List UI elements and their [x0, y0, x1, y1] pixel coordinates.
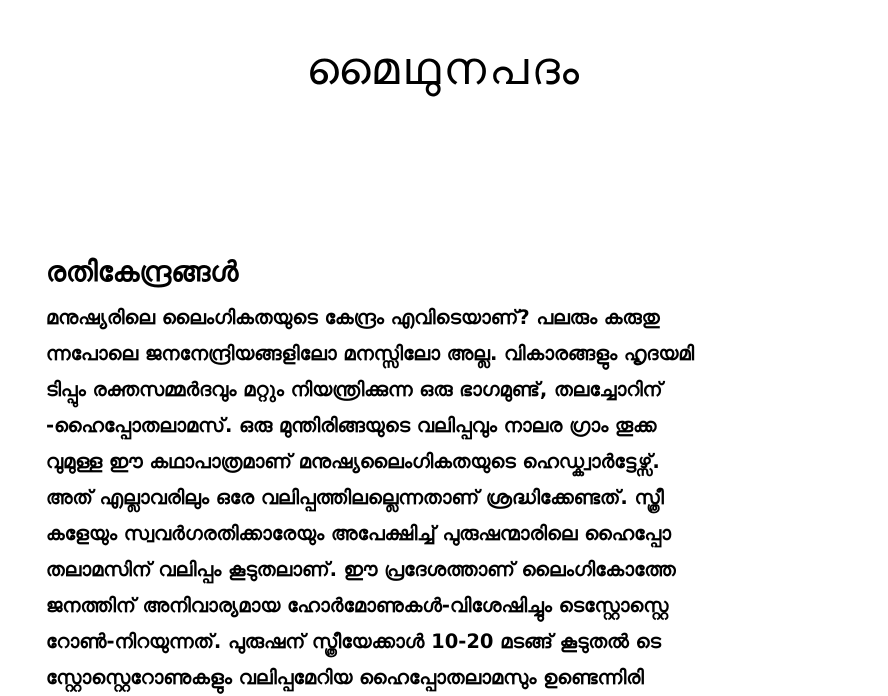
- paragraph-line: മനുഷ്യരിലെ ലൈംഗികതയുടെ കേന്ദ്രം എവിടെയാണ്? പലരും കരുതു: [46, 306, 660, 329]
- section-heading: രതികേന്ദ്രങ്ങൾ: [46, 255, 239, 288]
- paragraph-line: അത് എല്ലാവരിലും ഒരേ വലിപ്പത്തിലല്ലെന്നതാണ് ശ്രദ്ധിക്കേണ്ടത്. സ്ത്രീ: [46, 486, 664, 509]
- paragraph-line: റോൺ-നിറയുന്നത്. പുരുഷന് സ്ത്രീയേക്കാൾ 10-20 മടങ്ങ് കൂടുതൽ ടെ: [46, 630, 662, 653]
- paragraph-line: സ്റ്റോസ്റ്റെറോണുകളും വലിപ്പമേറിയ ഹൈപ്പോതലാമസും ഉണ്ടെന്നിരി: [46, 666, 644, 689]
- paragraph-line: ന്നപോലെ ജനനേന്ദ്രിയങ്ങളിലോ മനസ്സിലോ അല്ല. വികാരങ്ങളും ഹൃദയമി: [46, 342, 695, 365]
- body-paragraph: [46, 300, 846, 696]
- paragraph-line: -ഹൈപ്പോതലാമസ്. ഒരു മുന്തിരിങ്ങയുടെ വലിപ്പവും നാലര ഗ്രാം തൂക്ക: [46, 414, 657, 437]
- paragraph-line: തലാമസിന് വലിപ്പം കൂടുതലാണ്. ഈ പ്രദേശത്താണ് ലൈംഗികോത്തേ: [46, 558, 676, 581]
- paragraph-line: ടിപ്പും രക്തസമ്മർദവും മറ്റും നിയന്ത്രിക്കുന്ന ഒരു ഭാഗമുണ്ട്, തലച്ചോറിന്: [46, 378, 663, 401]
- paragraph-line: കളേയും സ്വവർഗരതിക്കാരേയും അപേക്ഷിച്ച് പുരുഷന്മാരിലെ ഹൈപ്പോ: [46, 522, 672, 545]
- page-title: മൈഥുനപദം: [305, 41, 583, 95]
- paragraph-line: വുമുള്ള ഈ കഥാപാത്രമാണ് മനുഷ്യലൈംഗികതയുടെ ഹെഡ്ക്വാർട്ടേഴ്സ്.: [46, 450, 660, 473]
- paragraph-line: ജനത്തിന് അനിവാര്യമായ ഹോർമോണുകൾ-വിശേഷിച്ചും ടെസ്റ്റോസ്റ്റെ: [46, 594, 669, 617]
